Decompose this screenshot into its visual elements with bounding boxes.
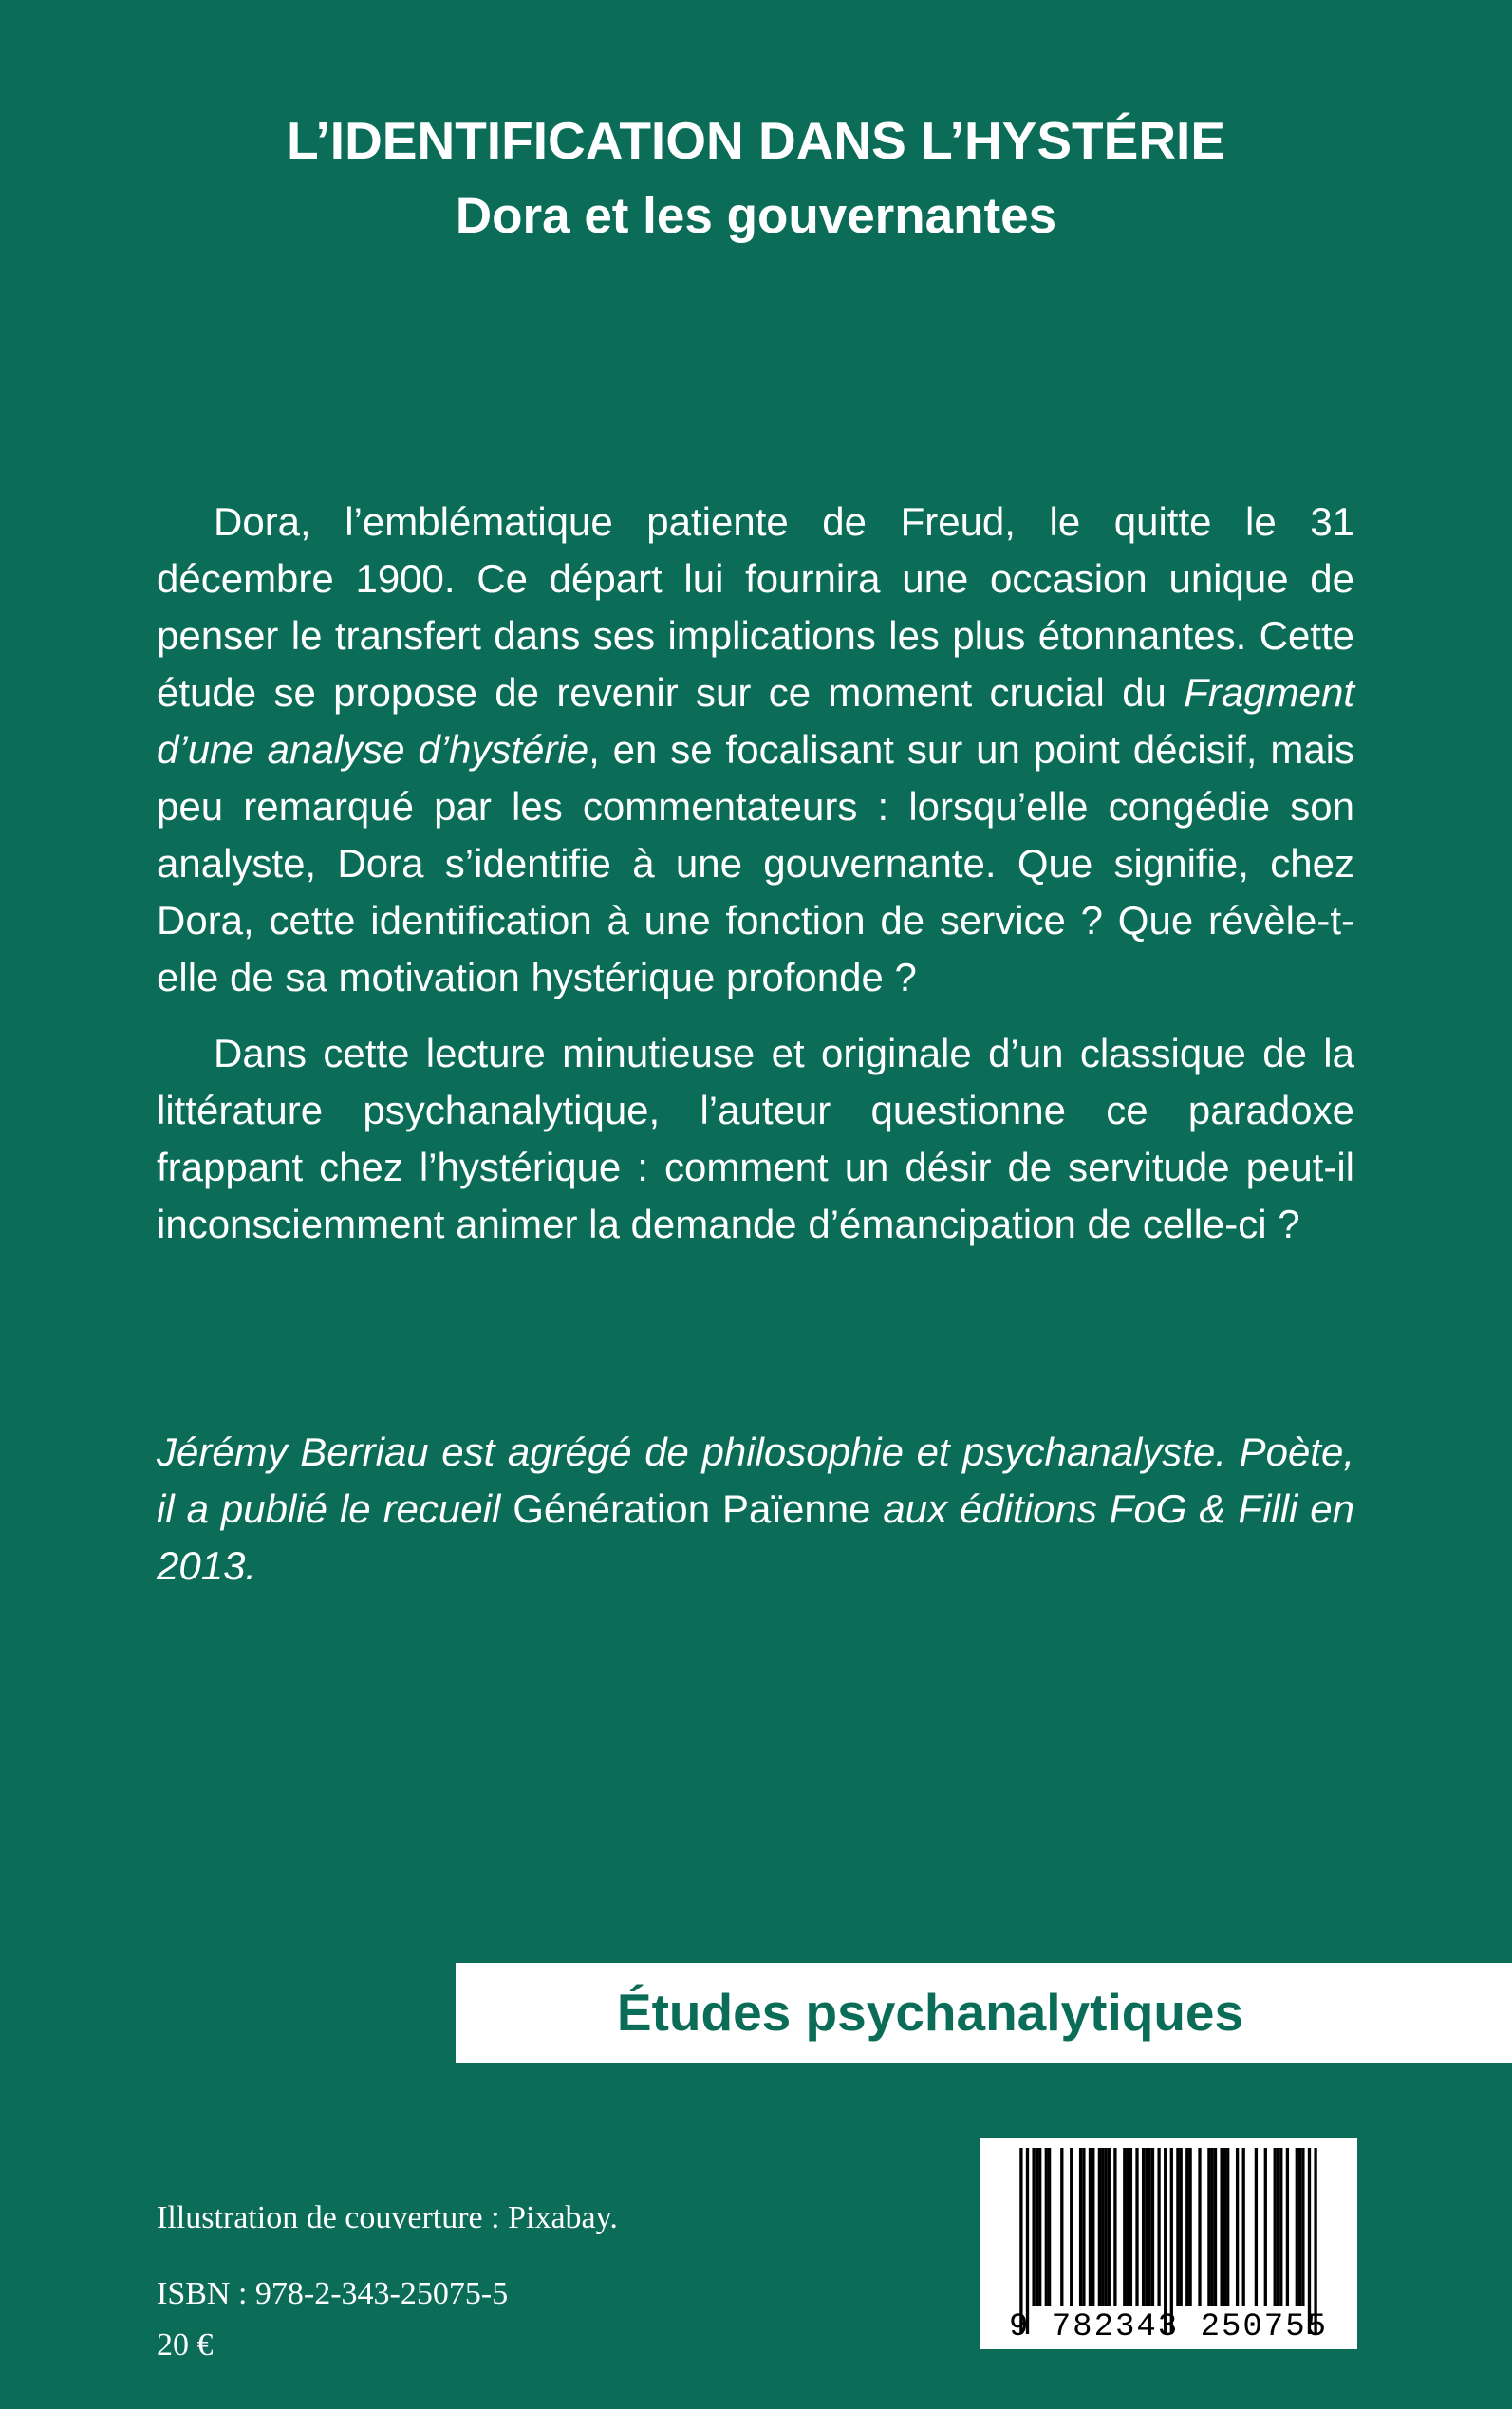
blurb-p1-text-end: , en se focalisant sur un point décisif, mais peu remarqué par les commentateurs : lorsqu’elle congédie son analyste, Dora s’identifie à une gouvernante. Que signifie, chez Dora, cette identification à une fonction de service ? Que révèle-t-elle de sa motivation hystérique profonde ?: [157, 727, 1355, 999]
barcode-bar: [1220, 2148, 1223, 2306]
blurb-paragraph-2: Dans cette lecture minutieuse et originale d’un classique de la littérature psychanalytique, l’auteur questionne ce paradoxe frappant chez l’hystérique : comment un désir de servitude peut-il inconsciemment animer la demande d’émancipation de celle-ci ?: [157, 1031, 1354, 1246]
barcode-bar: [1032, 2148, 1035, 2306]
barcode-bar: [1286, 2148, 1289, 2306]
barcode-bar: [1082, 2148, 1085, 2306]
credits-block: [157, 2193, 618, 2371]
barcode-digits: 9 782343 250755: [1008, 2309, 1329, 2345]
barcode-bar: [1101, 2148, 1104, 2306]
barcode-bar: [1296, 2148, 1298, 2306]
barcode-bar: [1157, 2148, 1160, 2306]
blurb-p1-text-start: Dora, l’emblématique patiente de Freud, le quitte le 31 décembre 1900. Ce départ lui fournira une occasion unique de penser le transfert dans ses implications les plus étonnantes. Cette étude se propose de revenir sur ce moment crucial du: [157, 499, 1354, 715]
author-name: Jérémy Berriau: [157, 1429, 429, 1474]
barcode-bar: [1242, 2148, 1245, 2306]
barcode-bar: [1089, 2148, 1092, 2306]
illustration-credit: Illustration de couverture : Pixabay.: [157, 2200, 618, 2235]
barcode-bar: [1126, 2148, 1129, 2306]
barcode-bar: [1036, 2148, 1038, 2306]
back-cover-blurb: [157, 494, 1354, 1272]
author-bio-text-1: est agrégé de philosophie et psychanalyste. Poète, il a publié le recueil: [157, 1429, 1354, 1531]
barcode-bar: [1279, 2148, 1282, 2306]
barcode-bar: [1301, 2148, 1304, 2306]
barcode-bar: [1207, 2148, 1210, 2306]
series-label: Études psychanalytiques: [616, 1983, 1244, 2042]
barcode: [980, 2138, 1357, 2349]
barcode-bar: [1048, 2148, 1051, 2306]
barcode-bar: [1274, 2148, 1277, 2306]
barcode-bar: [1211, 2148, 1214, 2306]
barcode-bar: [1226, 2148, 1229, 2306]
barcode-bar: [1079, 2148, 1082, 2306]
price-text: 20 €: [157, 2327, 214, 2362]
barcode-bar: [1113, 2148, 1116, 2306]
barcode-bar: [1298, 2148, 1301, 2306]
barcode-bar: [1060, 2148, 1063, 2306]
barcode-bar: [1104, 2148, 1107, 2306]
barcode-bar: [1188, 2148, 1191, 2306]
blurb-p1-cited-work: Fragment d’une analyse d’hystérie: [157, 670, 1354, 772]
barcode-bar: [1092, 2148, 1094, 2306]
barcode-bar: [1135, 2148, 1138, 2306]
series-band: [456, 1963, 1512, 2063]
author-book-title: Génération Païenne: [513, 1486, 871, 1531]
barcode-bar: [1277, 2148, 1279, 2306]
barcode-bar: [1176, 2148, 1179, 2306]
barcode-bar: [1108, 2148, 1111, 2306]
barcode-bar: [1123, 2148, 1126, 2306]
barcode-bar: [1045, 2148, 1048, 2306]
barcode-bar: [1185, 2148, 1188, 2306]
author-bio: [157, 1424, 1354, 1595]
barcode-bar: [1145, 2148, 1148, 2306]
barcode-bar: [1129, 2148, 1132, 2306]
cover-header: [0, 103, 1512, 254]
barcode-bar: [1214, 2148, 1217, 2306]
blurb-paragraph-1: [157, 494, 1354, 1006]
book-title: L’IDENTIFICATION DANS L’HYSTÉRIE: [286, 111, 1226, 170]
book-subtitle: Dora et les gouvernantes: [455, 188, 1057, 244]
barcode-bar: [1223, 2148, 1226, 2306]
author-bio-text-2: aux éditions FoG & Filli en 2013.: [157, 1486, 1355, 1588]
barcode-bar: [1142, 2148, 1145, 2306]
barcode-bar: [1264, 2148, 1267, 2306]
barcode-bar: [1148, 2148, 1151, 2306]
isbn-text: ISBN : 978-2-343-25075-5: [157, 2276, 509, 2311]
barcode-bar: [1255, 2148, 1258, 2306]
barcode-bar: [1151, 2148, 1154, 2306]
barcode-bar: [1180, 2148, 1183, 2306]
barcode-bar: [1070, 2148, 1073, 2306]
barcode-bar: [1098, 2148, 1101, 2306]
barcode-bar: [1236, 2148, 1239, 2306]
barcode-bar: [1038, 2148, 1041, 2306]
barcode-bar: [1198, 2148, 1201, 2306]
